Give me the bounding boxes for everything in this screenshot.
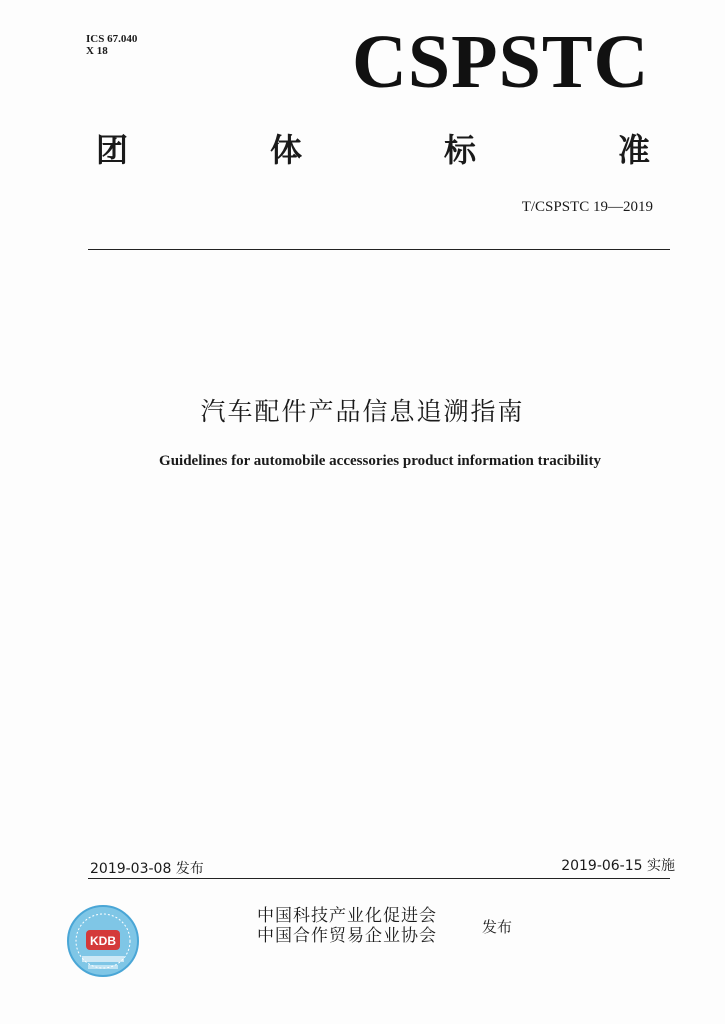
publish-date: 2019-03-08 发布 bbox=[90, 861, 204, 877]
issuer-org: 中国合作贸易企业协会 bbox=[257, 926, 437, 946]
document-title-chinese: 汽车配件产品信息追溯指南 bbox=[200, 397, 525, 426]
document-title-english: Guidelines for automobile accessories product information tracibility bbox=[159, 453, 601, 469]
ccs-code: X 18 bbox=[86, 45, 108, 57]
classification-codes bbox=[86, 33, 137, 57]
seal-label: KDB bbox=[90, 934, 116, 948]
footer-divider bbox=[88, 878, 670, 879]
standard-kind-char: 团 bbox=[96, 131, 129, 169]
issuer-org: 中国科技产业化促进会 bbox=[257, 906, 437, 926]
brand-logo-text: CSPSTC bbox=[352, 20, 650, 104]
effective-date: 2019-06-15 实施 bbox=[561, 858, 675, 874]
standard-number: T/CSPSTC 19—2019 bbox=[521, 199, 653, 215]
issue-label: 发布 bbox=[482, 918, 513, 936]
standard-kind-char: 标 bbox=[444, 131, 477, 169]
header-divider bbox=[88, 249, 670, 250]
ics-code: ICS 67.040 bbox=[86, 33, 138, 45]
standard-kind-heading bbox=[96, 130, 661, 174]
issuing-organizations bbox=[257, 906, 437, 946]
standard-kind-char: 体 bbox=[270, 131, 303, 169]
standard-kind-char: 准 bbox=[618, 131, 651, 169]
certification-seal-icon bbox=[66, 904, 140, 978]
